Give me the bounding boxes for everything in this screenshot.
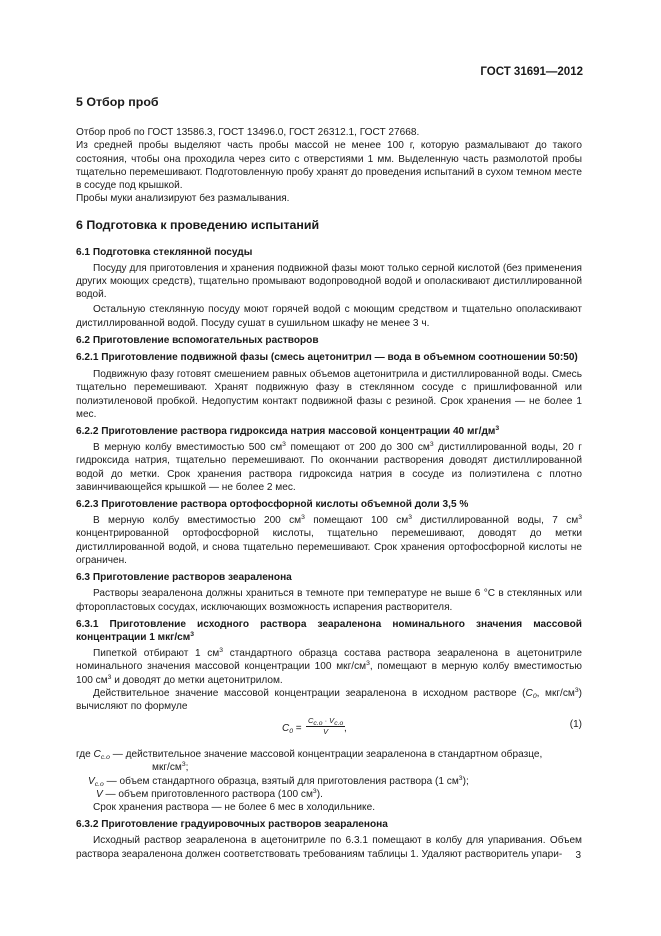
legend-item-v: V — объем приготовленного раствора (100 $см^3$). <box>96 787 323 800</box>
formula-fraction <box>306 716 345 737</box>
section-6-3-2-heading: 6.3.2 Приготовление градуировочных растворов зеараленона <box>76 819 388 831</box>
s5-paragraph-2: Из средней пробы выделяют часть пробы массой не менее 100 г, которую размалывают до такого состояния, чтобы она проходила через сито с отверстиями 1 мм. Выделенную часть размолотой пробы тщательно перемешивают. Подготовленную пробу хранят до проведения испытаний в сухом темном месте в сосуде под крышкой. <box>76 140 582 192</box>
s63-paragraph: Растворы зеараленона должны храниться в темноте при температуре не выше 6 °С в стеклянных или фторопластовых сосудах, исключающих возможность испарения растворителя. <box>76 588 582 613</box>
formula-numerator: $C_{с.о} \cdot V_{с.о}$ <box>308 716 344 728</box>
s5-paragraph-3: Пробы муки анализируют без размалывания. <box>76 193 290 205</box>
section-6-2-1-heading: 6.2.1 Приготовление подвижной фазы (смесь ацетонитрил — вода в объемном соотношении 50:50) <box>76 352 578 364</box>
s631-paragraph-2: Действительное значение массовой концентрации зеараленона в исходном растворе ($C_0$, мкг/$см^3$) вычисляют по формуле <box>76 686 582 712</box>
legend-item-vso: $V_{с.о}$ — объем стандартного образца, взятый для приготовления раствора (1 $см^3$); <box>88 774 469 788</box>
s5-paragraph-1: Отбор проб по ГОСТ 13586.3, ГОСТ 13496.0, ГОСТ 26312.1, ГОСТ 27668. <box>76 127 420 139</box>
section-6-1-heading: 6.1 Подготовка стеклянной посуды <box>76 246 253 258</box>
document-body <box>76 90 582 861</box>
section-6-3-heading: 6.3 Приготовление растворов зеараленона <box>76 572 292 584</box>
s631-paragraph-3: Срок хранения раствора — не более 6 мес в холодильнике. <box>93 801 376 813</box>
legend-item-cso: где $C_{с.о}$ — действительное значение массовой концентрации зеараленона в стандартном образце, <box>76 749 543 762</box>
legend-item-cso-unit: мкг/$см^3$; <box>152 761 189 774</box>
section-6-heading: 6 Подготовка к проведению испытаний <box>76 218 320 233</box>
formula-number: (1) <box>569 719 582 731</box>
s632-paragraph: Исходный раствор зеараленона в ацетонитриле по 6.3.1 помещают в колбу для упаривания. Объем раствора зеараленона должен соответствовать требованиям таблицы 1. Удаляют растворитель упари- <box>76 835 582 860</box>
formula-comma: , <box>344 723 347 735</box>
section-6-2-2-heading: 6.2.2 Приготовление раствора гидроксида натрия массовой концентрации 40 $мг/дм^3$ <box>76 425 500 438</box>
formula-lhs: $C_0$ = <box>282 723 302 736</box>
s61-paragraph-2: Остальную стеклянную посуду моют горячей водой с моющим средством и тщательно ополаскивают дистиллированной водой. Посуду сушат в сушильном шкафу не менее 3 ч. <box>76 304 582 329</box>
section-6-2-heading: 6.2 Приготовление вспомогательных растворов <box>76 334 319 346</box>
document-code-header: ГОСТ 31691—2012 <box>480 66 583 78</box>
s623-paragraph: В мерную колбу вместимостью 200 $см^3$ помещают 100 $см^3$ дистиллированной воды, 7 $см^3$ концентрированной ортофосфорной кислоты, тщательно перемешивают, доводят до метки дистиллированной водой, и снова тщательно перемешивают. Срок хранения ортофосфорной кислоты не ограничен. <box>76 514 583 566</box>
s621-paragraph: Подвижную фазу готовят смешением равных объемов ацетонитрила и дистиллированной воды. Смесь тщательно перемешивают. Хранят подвижную фазу в стеклянном сосуде с пришлифованной или полиэтиленовой пробкой. Недопустим контакт подвижной фазы с резиной. Срок хранения — не более 1 мес. <box>76 369 582 420</box>
section-5-heading: 5 Отбор проб <box>76 95 159 109</box>
s622-paragraph: В мерную колбу вместимостью 500 $см^3$ помещают от 200 до 300 $см^3$ дистиллированной воды, 20 г гидроксида натрия, тщательно перемешивают. По окончании растворения доводят дистиллированной водой до метки. Срок хранения раствора гидроксида натрия в сосуде из полиэтилена с плотно завинчивающейся крышкой — не более 2 мес. <box>76 441 582 493</box>
section-6-2-3-heading: 6.2.3 Приготовление раствора ортофосфорной кислоты объемной доли 3,5 % <box>76 499 469 511</box>
s631-paragraph-1: Пипеткой отбирают 1 $см^3$ стандартного образца состава раствора зеараленона в ацетонитриле номинального значения массовой концентрации 100 мкг/$см^3$, помещают в мерную колбу вместимостью 100 $см^3$ и доводят до метки ацетонитрилом. <box>76 647 582 686</box>
formula-denominator: V <box>323 727 329 737</box>
section-6-3-1-heading: 6.3.1 Приготовление исходного раствора зеараленона номинального значения массовой концентрации 1 мкг/$см^3$ <box>76 618 582 643</box>
page-number: 3 <box>575 850 581 861</box>
formula-legend <box>76 748 582 801</box>
s61-paragraph-1: Посуду для приготовления и хранения подвижной фазы моют только серной кислотой (без применения других моющих средств), тщательно промывают водопроводной водой и ополаскивают дистиллированной водой. <box>76 262 582 301</box>
formula-1 <box>76 716 582 746</box>
